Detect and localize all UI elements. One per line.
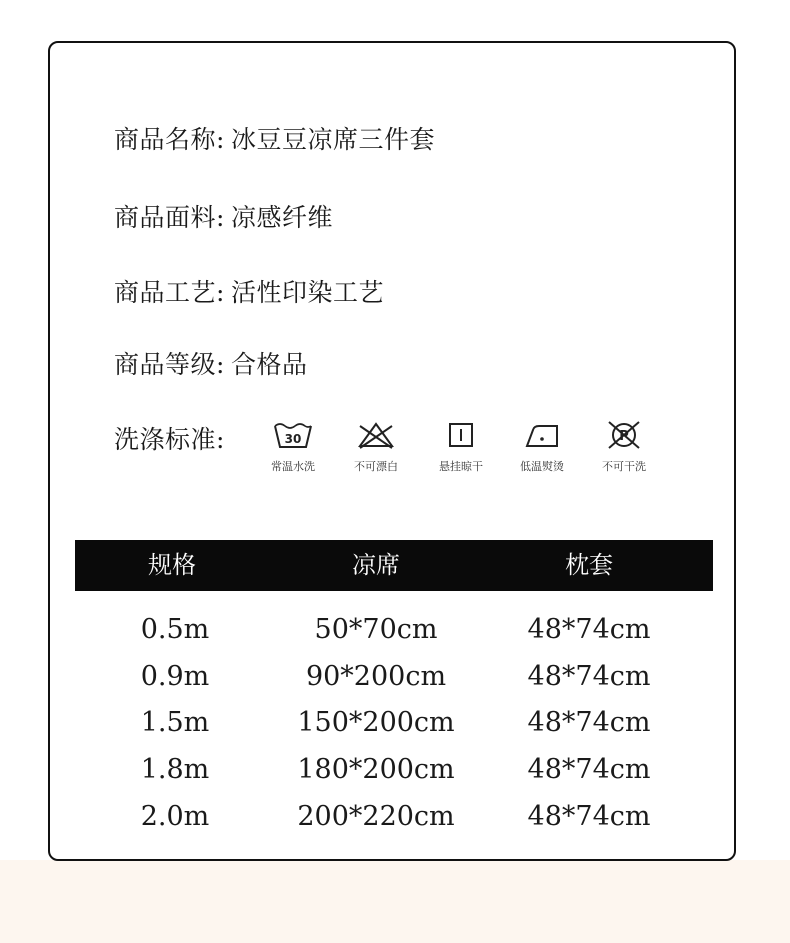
cell-pillow: 48*74cm xyxy=(527,707,651,738)
cell-mat: 200*220cm xyxy=(297,801,455,832)
cell-pillow: 48*74cm xyxy=(527,801,651,832)
wash-item xyxy=(584,420,664,474)
wash-item xyxy=(502,420,582,474)
info-row-name xyxy=(114,120,435,156)
cell-mat: 90*200cm xyxy=(305,661,447,692)
no-dry-clean-icon xyxy=(603,420,645,450)
info-row-fabric xyxy=(114,198,333,234)
info-value: 凉感纤维 xyxy=(230,203,333,232)
info-label: 商品等级: xyxy=(114,350,225,379)
cell-pillow: 48*74cm xyxy=(527,754,651,785)
info-value: 冰豆豆凉席三件套 xyxy=(230,125,435,154)
cell-pillow: 48*74cm xyxy=(527,614,651,645)
wash-item xyxy=(253,420,333,474)
wash-caption: 低温熨烫 xyxy=(520,460,564,473)
info-label: 商品名称: xyxy=(114,125,225,154)
wash-caption: 常温水洗 xyxy=(271,460,315,473)
info-row-wash xyxy=(114,420,225,456)
header-pillow: 枕套 xyxy=(565,551,613,579)
wash-caption: 不可干洗 xyxy=(602,460,646,473)
info-row-craft xyxy=(114,273,384,309)
table-header xyxy=(75,540,713,591)
cell-mat: 150*200cm xyxy=(297,707,455,738)
info-label: 洗涤标准: xyxy=(114,425,225,454)
wash-caption: 不可漂白 xyxy=(354,460,398,473)
cell-spec: 1.5m xyxy=(140,707,210,738)
info-row-grade xyxy=(114,345,307,381)
header-mat: 凉席 xyxy=(352,551,400,579)
wash-item xyxy=(336,420,416,474)
cell-spec: 0.5m xyxy=(140,614,210,645)
table-row xyxy=(0,750,790,790)
iron-low-icon xyxy=(521,420,563,450)
wash-30-icon xyxy=(272,420,314,450)
cell-pillow: 48*74cm xyxy=(527,661,651,692)
cell-spec: 0.9m xyxy=(140,661,210,692)
info-label: 商品面料: xyxy=(114,203,225,232)
cell-mat: 50*70cm xyxy=(314,614,438,645)
cell-spec: 2.0m xyxy=(140,801,210,832)
table-row xyxy=(0,703,790,743)
wash-caption: 悬挂晾干 xyxy=(439,460,483,473)
hang-dry-icon xyxy=(440,420,482,450)
header-spec: 规格 xyxy=(148,551,196,579)
svg-text:P: P xyxy=(619,429,629,444)
info-value: 活性印染工艺 xyxy=(230,278,384,307)
info-label: 商品工艺: xyxy=(114,278,225,307)
no-bleach-icon xyxy=(355,420,397,450)
cell-spec: 1.8m xyxy=(140,754,210,785)
svg-text:30: 30 xyxy=(284,432,302,446)
table-row xyxy=(0,657,790,697)
cell-mat: 180*200cm xyxy=(297,754,455,785)
info-value: 合格品 xyxy=(230,350,308,379)
table-row xyxy=(0,610,790,650)
wash-item xyxy=(421,420,501,474)
table-row xyxy=(0,797,790,837)
